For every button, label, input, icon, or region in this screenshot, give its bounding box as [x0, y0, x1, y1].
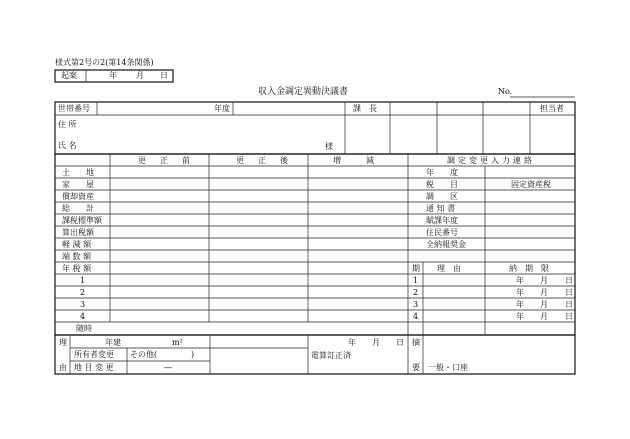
installment-number: 1 — [80, 276, 86, 285]
link-label: 調 区 — [426, 192, 458, 201]
bottom-month: 月 — [372, 338, 380, 347]
other-suffix: ) — [191, 350, 195, 359]
row-label: 土 地 — [62, 168, 94, 177]
row-label: 軽 減 額 — [62, 240, 92, 249]
col-change: 増 減 — [333, 156, 377, 165]
deadline-day: 日 — [565, 300, 573, 309]
extra-label: 随時 — [76, 324, 92, 333]
link-label: 住民番号 — [426, 228, 458, 237]
name-label: 氏 名 — [58, 141, 77, 150]
link-label: 税 目 — [426, 180, 458, 189]
household-no-label: 世帯番号 — [58, 104, 90, 113]
period-number: 1 — [413, 276, 419, 285]
deadline-year: 年 — [516, 312, 524, 321]
row-label: 端 数 額 — [62, 252, 92, 261]
deadline-header: 納 期 限 — [509, 264, 549, 273]
col-before: 更 正 前 — [138, 156, 193, 165]
tax-item-value: 固定資産税 — [511, 180, 551, 189]
installment-number: 4 — [80, 312, 86, 321]
summary-label-2: 要 — [412, 363, 420, 372]
other-prefix: その他( — [130, 350, 158, 359]
section-chief-label: 課 長 — [353, 104, 377, 113]
link-label: 全納報奨金 — [426, 240, 466, 249]
period-number: 2 — [413, 288, 419, 297]
deadline-month: 月 — [540, 276, 548, 285]
deadline-month: 月 — [540, 300, 548, 309]
fiscal-year-label: 年度 — [214, 104, 230, 113]
period-number: 3 — [413, 300, 419, 309]
document-title: 収入金調定異動決議書 — [258, 87, 349, 97]
land-change-label: 地 目 変 更 — [74, 363, 114, 372]
installment-number: 2 — [80, 288, 86, 297]
address-label: 住 所 — [58, 120, 77, 129]
deadline-month: 月 — [540, 312, 548, 321]
deadline-day: 日 — [565, 276, 573, 285]
kian-day[interactable]: 日 — [160, 71, 168, 80]
honorific: 様 — [325, 142, 333, 151]
deadline-day: 日 — [565, 288, 573, 297]
col-link: 調定変更入力連絡 — [447, 156, 535, 165]
deadline-month: 月 — [540, 288, 548, 297]
land-change-value: ― — [164, 363, 172, 372]
reason-header: 理 由 — [437, 264, 461, 273]
row-label: 家 屋 — [62, 180, 94, 189]
bottom-day: 日 — [396, 338, 404, 347]
reason-label-2: 由 — [59, 363, 67, 372]
form-number: 様式第2号の2(第14条関係) — [55, 58, 154, 67]
person-in-charge-label: 担当者 — [540, 104, 564, 113]
area-unit: m² — [172, 338, 183, 347]
installment-number: 3 — [80, 300, 86, 309]
deadline-year: 年 — [516, 288, 524, 297]
owner-change-label: 所有者変更 — [74, 350, 114, 359]
bottom-year: 年 — [348, 338, 356, 347]
row-label: 償却資産 — [62, 192, 94, 201]
built-year-label: 年建 — [105, 338, 121, 347]
kian-year[interactable]: 年 — [109, 71, 117, 80]
kian-month[interactable]: 月 — [136, 71, 144, 80]
link-label: 通 知 書 — [426, 204, 456, 213]
reason-label-1: 理 — [59, 338, 67, 347]
row-label: 年 税 額 — [62, 264, 92, 273]
deadline-day: 日 — [565, 312, 573, 321]
deadline-year: 年 — [516, 276, 524, 285]
no-label: No. — [498, 87, 513, 96]
col-after: 更 正 後 — [236, 156, 291, 165]
period-header: 期 — [412, 264, 420, 273]
link-label: 賦課年度 — [426, 216, 458, 225]
payment-type: 一般・口座 — [428, 363, 468, 372]
kian-label: 起案 — [61, 71, 77, 80]
row-label: 算出税額 — [62, 228, 94, 237]
summary-label-1: 摘 — [412, 338, 420, 347]
link-label: 年 度 — [426, 168, 458, 177]
correction-label: 電算訂正済 — [311, 351, 351, 360]
row-label: 課税標準額 — [62, 216, 102, 225]
period-number: 4 — [413, 312, 419, 321]
deadline-year: 年 — [516, 300, 524, 309]
row-label: 総 計 — [62, 204, 94, 213]
